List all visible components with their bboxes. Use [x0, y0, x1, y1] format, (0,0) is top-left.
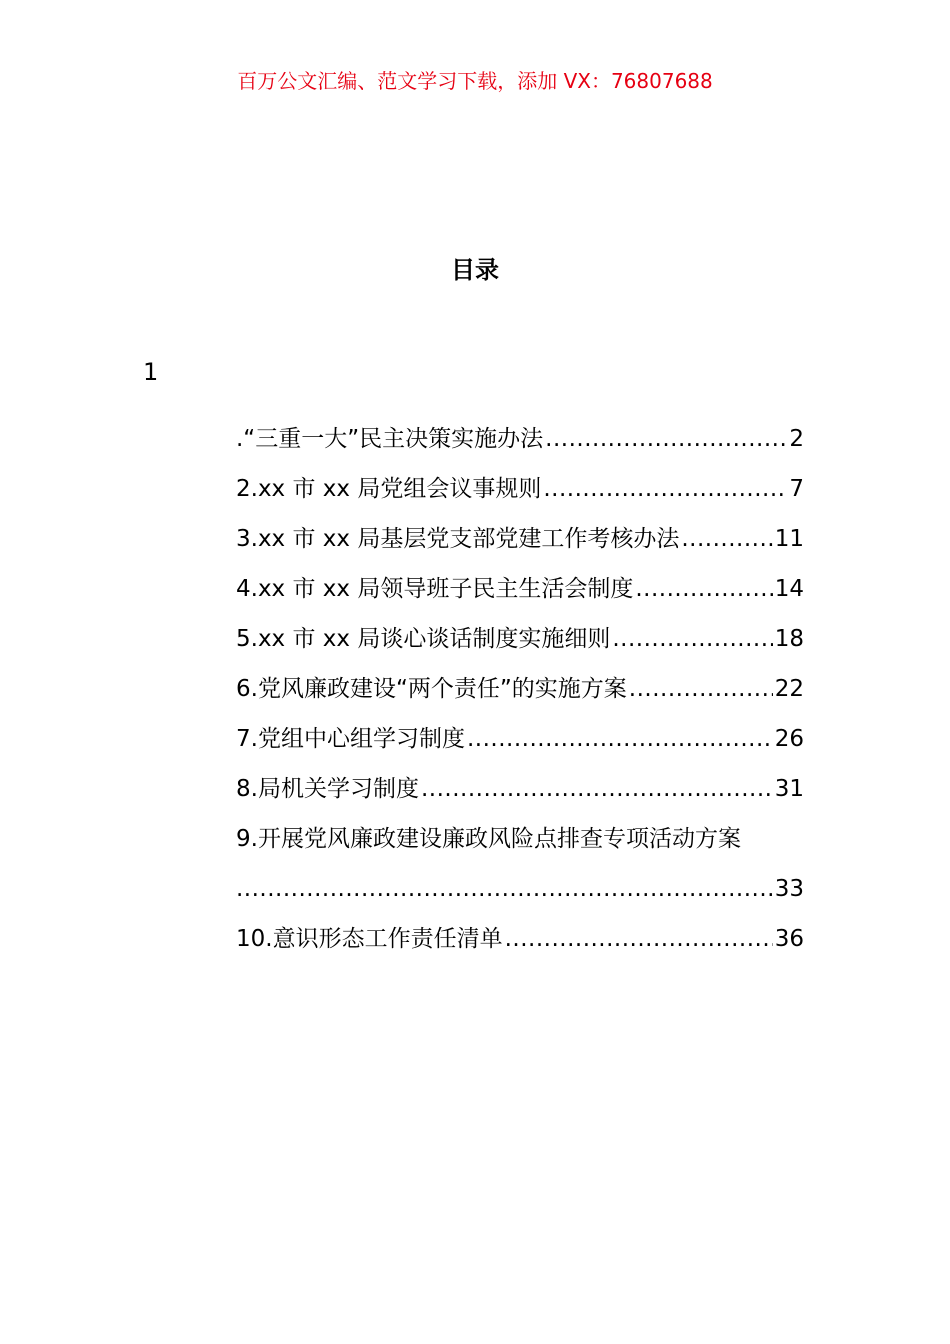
toc-entry-page: 18: [774, 626, 804, 652]
toc-entry[interactable]: [236, 655, 804, 705]
toc-entry[interactable]: [236, 505, 804, 555]
toc-leader-dots: [467, 723, 773, 755]
toc-entry[interactable]: [236, 755, 804, 805]
toc-leader-dots: [681, 523, 772, 555]
toc-entry-page: 31: [774, 776, 804, 802]
toc-entry-label: 9.开展党风廉政建设廉政风险点排查专项活动方案: [236, 826, 741, 852]
toc-entry[interactable]: [236, 705, 804, 755]
toc-entry-label: 3.xx 市 xx 局基层党支部党建工作考核办法: [236, 526, 680, 552]
header-contact-banner: 百万公文汇编、范文学习下载，添加 VX：76807688: [237, 69, 713, 93]
toc-entry-page: 14: [774, 576, 804, 602]
toc-leader-dots: [236, 873, 773, 905]
toc-entry-label: 2.xx 市 xx 局党组会议事规则: [236, 476, 542, 502]
toc-leader-dots: [545, 423, 787, 455]
toc-entry-label: 6.党风廉政建设“两个责任”的实施方案: [236, 676, 627, 702]
toc-entry-wrapped-leader[interactable]: [236, 855, 804, 905]
toc-entry[interactable]: [236, 455, 804, 505]
toc-entry-page: 36: [774, 926, 804, 952]
toc-entry-page: 33: [774, 876, 804, 902]
toc-leader-dots: [629, 673, 773, 705]
toc-entry-page: 22: [774, 676, 804, 702]
toc-entry-label: .“三重一大”民主决策实施办法: [236, 426, 544, 452]
toc-entry[interactable]: [236, 405, 804, 455]
toc-leader-dots: [421, 773, 773, 805]
toc-entry-label: 10.意识形态工作责任清单: [236, 926, 503, 952]
toc-entry-label: 7.党组中心组学习制度: [236, 726, 465, 752]
toc-entry[interactable]: [236, 555, 804, 605]
toc-leader-dots: [505, 923, 773, 955]
toc-entry-wrapped-label[interactable]: [236, 805, 804, 855]
toc-entry[interactable]: [236, 905, 804, 955]
toc-first-number: 1: [143, 358, 159, 386]
page-title: 目录: [451, 256, 499, 284]
table-of-contents: [236, 405, 804, 955]
toc-entry-page: 26: [774, 726, 804, 752]
toc-entry[interactable]: [236, 605, 804, 655]
toc-entry-label: 8.局机关学习制度: [236, 776, 419, 802]
toc-entry-label: 4.xx 市 xx 局领导班子民主生活会制度: [236, 576, 634, 602]
toc-entry-label: 5.xx 市 xx 局谈心谈话制度实施细则: [236, 626, 611, 652]
toc-entry-page: 2: [789, 426, 804, 452]
toc-leader-dots: [635, 573, 772, 605]
toc-entry-page: 11: [774, 526, 804, 552]
toc-leader-dots: [612, 623, 772, 655]
toc-entry-page: 7: [789, 476, 804, 502]
toc-leader-dots: [543, 473, 787, 505]
